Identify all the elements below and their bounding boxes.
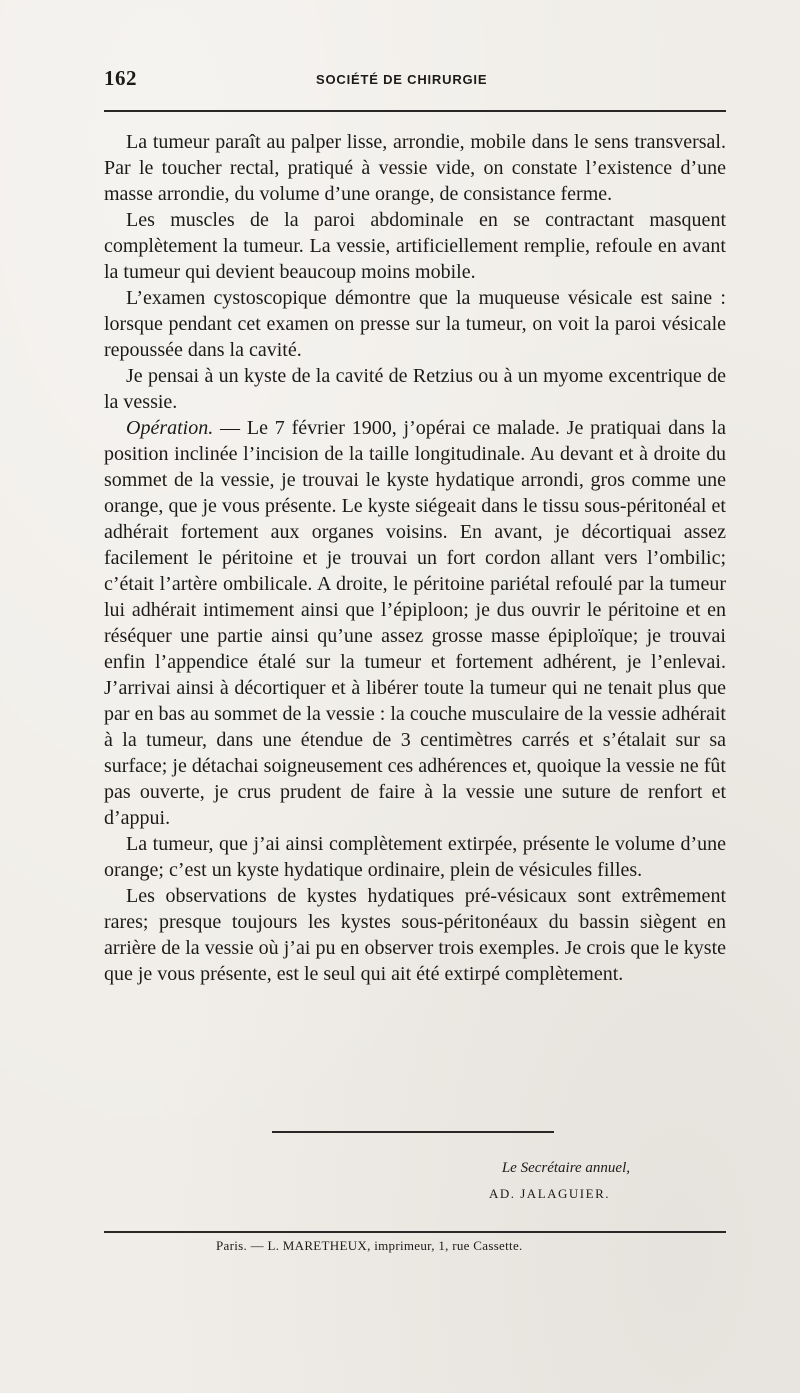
paragraph: La tumeur paraît au palper lisse, arrondie, mobile dans le sens transversal. Par le toucher rectal, pratiqué à vessie vide, on constate l’existence d’une masse arrondie, du volume d’une orange, de consistance ferme. (104, 131, 726, 205)
paragraph: Les observations de kystes hydatiques pré-vésicaux sont extrêmement rares; presque toujours les kystes sous-péritonéaux du bassin siègent en arrière de la vessie où j’ai pu en observer trois exemples. Je crois que le kyste que je vous présente, est le seul qui ait été extirpé complètement. (104, 885, 726, 985)
signature-role: Le Secrétaire annuel, (501, 1160, 630, 1176)
paragraph: L’examen cystoscopique démontre que la muqueuse vésicale est saine : lorsque pendant cet examen on presse sur la tumeur, on voit la paroi vésicale repoussée dans la cavité. (104, 287, 726, 361)
header-rule (104, 110, 726, 112)
operation-lead: Opération. (126, 417, 214, 439)
signature-name: AD. JALAGUIER. (488, 1186, 610, 1201)
operation-text: — Le 7 février 1900, j’opérai ce malade. Je pratiquai dans la position inclinée l’incision de la taille longitudinale. Au devant et à droite du sommet de la vessie, je trouvai le kyste hydatique arrondi, gros comme une orange, que je vous présente. Le kyste siégeait dans le tissu sous-péritonéal et adhérait fortement aux organes voisins. En avant, je décortiquai assez facilement le péritoine et je trouvai un fort cordon allant vers l’ombilic; c’était l’artère ombilicale. A droite, le péritoine pariétal refoulé par la tumeur lui adhérait intimement ainsi que l’épiploon; je dus ouvrir le péritoine et en réséquer une partie ainsi qu’une assez grosse masse épiploïque; je trouvai enfin l’appendice étalé sur la tumeur et fortement adhérent, je l’enlevai. J’arrivai ainsi à décortiquer et à libérer toute la tumeur qui ne tenait plus que par en bas au sommet de la vessie : la couche musculaire de la vessie adhérait à la tumeur, dans une étendue de 3 centimètres carrés et s’étalait sur sa surface; je détachai soigneusement ces adhérences et, quoique la vessie ne fût pas ouverte, je crus prudent de faire à la vessie une suture de renfort et d’appui. (104, 417, 726, 829)
section-rule (272, 1131, 554, 1133)
paragraph: Je pensai à un kyste de la cavité de Retzius ou à un myome excentrique de la vessie. (104, 365, 726, 413)
paragraph: Les muscles de la paroi abdominale en se contractant masquent complètement la tumeur. La vessie, artificiellement remplie, refoule en avant la tumeur qui devient beaucoup moins mobile. (104, 209, 726, 283)
printer-imprint: Paris. — L. MARETHEUX, imprimeur, 1, rue Cassette. (216, 1238, 523, 1253)
footer-rule (104, 1231, 726, 1233)
page-header (104, 66, 726, 96)
body-text (104, 129, 726, 987)
paragraph: La tumeur, que j’ai ainsi complètement extirpée, présente le volume d’une orange; c’est un kyste hydatique ordinaire, plein de vésicules filles. (104, 833, 726, 881)
signature-block (489, 1157, 710, 1209)
operation-paragraph (104, 415, 726, 831)
running-head: SOCIÉTÉ DE CHIRURGIE (316, 72, 488, 87)
page-number: 162 (104, 66, 137, 90)
